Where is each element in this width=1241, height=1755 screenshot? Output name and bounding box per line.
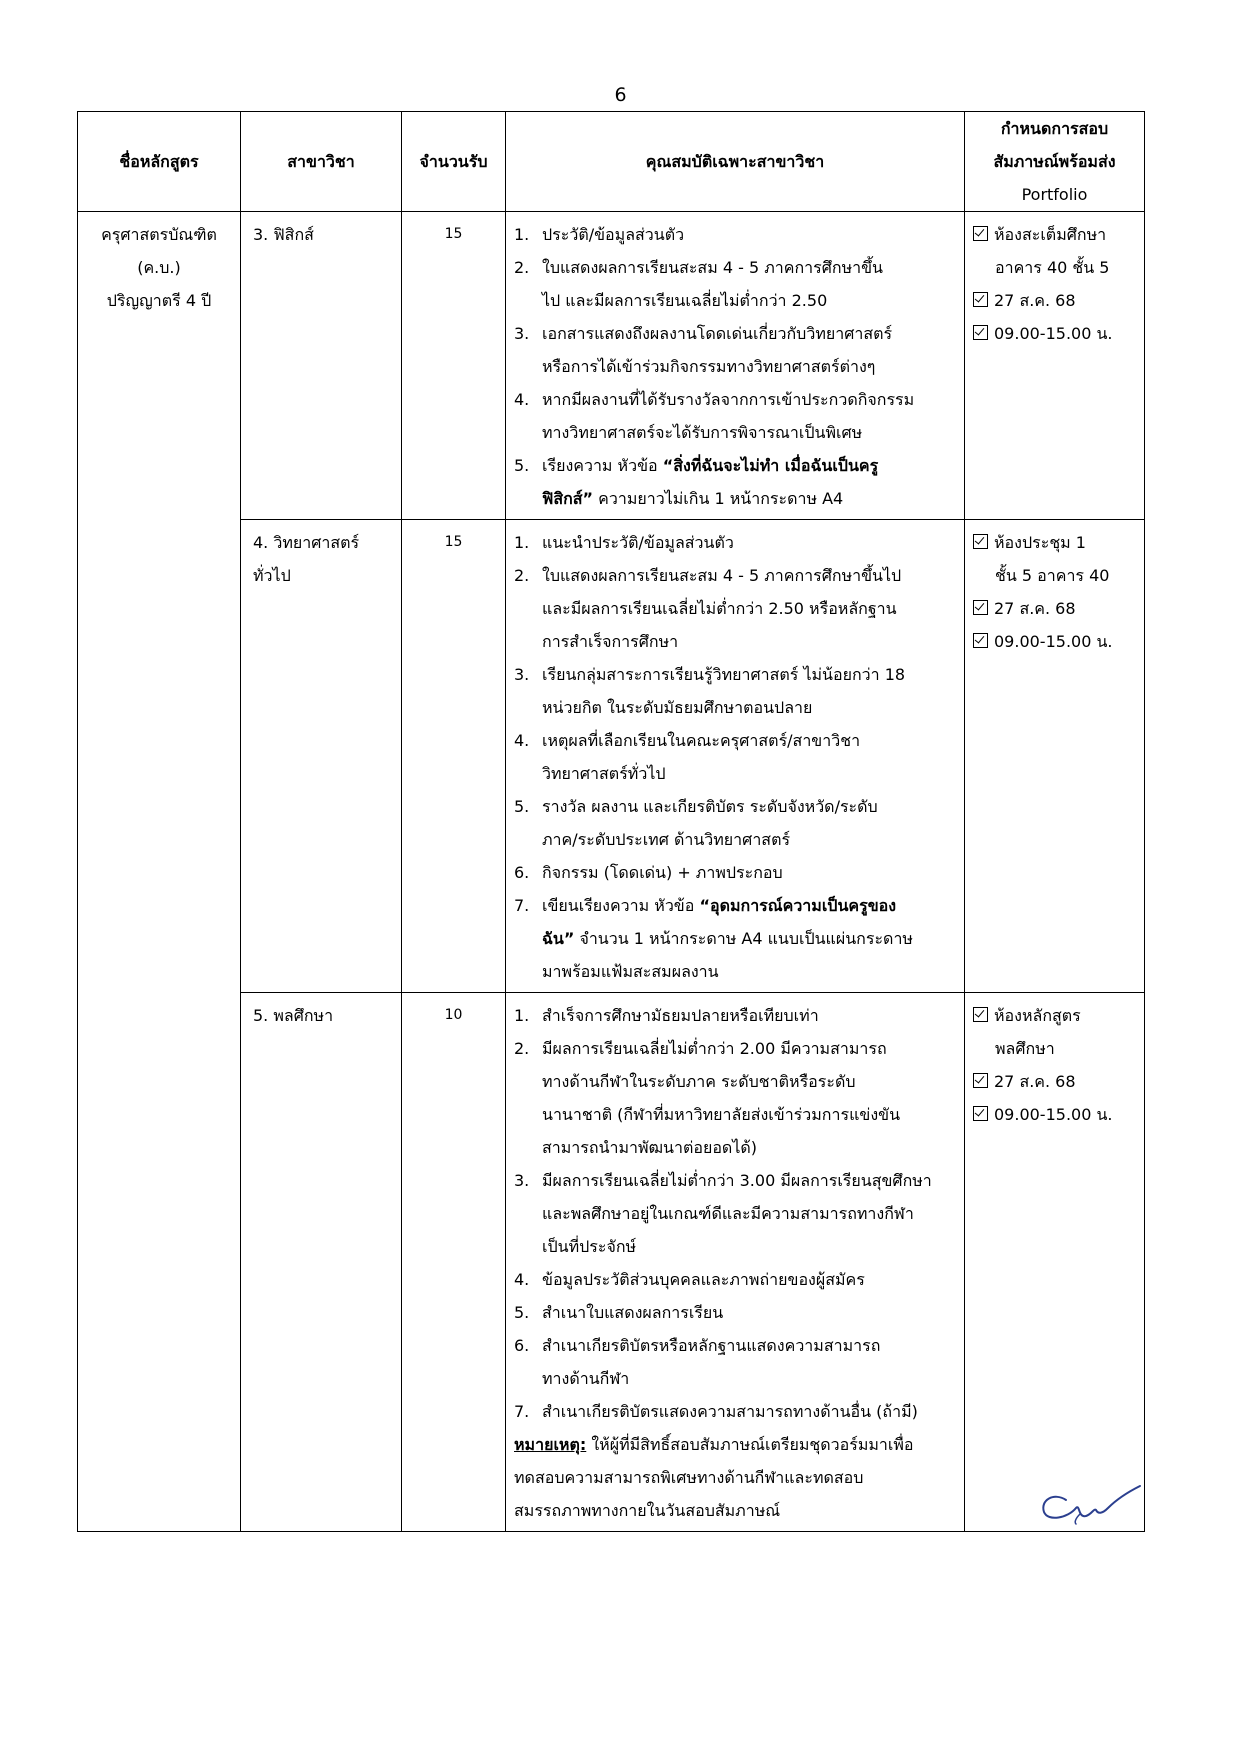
schedule-cell — [965, 993, 1145, 1532]
branch-name: 3. ฟิสิกส์ — [253, 225, 314, 244]
qualification-item: 3. เรียนกลุ่มสาระการเรียนรู้วิทยาศาสตร์ ไม่น้อยกว่า 18 หน่วยกิต ในระดับมัธยมศึกษาตอนปลาย — [514, 665, 906, 717]
qualification-item: 4. หากมีผลงานที่ได้รับรางวัลจากการเข้าประกวดกิจกรรม ทางวิทยาศาสตร์จะได้รับการพิจารณาเป็นพิเศษ — [514, 390, 915, 442]
qualifications-cell — [506, 212, 965, 520]
qualification-item: 5. รางวัล ผลงาน และเกียรติบัตร ระดับจังหวัด/ระดับ ภาค/ระดับประเทศ ด้านวิทยาศาสตร์ — [514, 797, 878, 849]
qualification-item: 5. สำเนาใบแสดงผลการเรียน — [514, 1303, 724, 1322]
admission-table — [77, 111, 1145, 1532]
table-row — [78, 212, 1145, 520]
schedule-room-location: พลศึกษา — [995, 1039, 1055, 1058]
schedule-date: 27 ส.ค. 68 — [973, 592, 1140, 625]
program-name-cell — [78, 212, 241, 1532]
schedule-time: 09.00-15.00 น. — [973, 317, 1140, 350]
schedule-room: ห้องสะเต็มศึกษา — [973, 218, 1140, 251]
checkbox-checked-icon — [973, 600, 988, 615]
essay-topic: “อุดมการณ์ความเป็นครูของ — [699, 896, 897, 915]
essay-topic-cont: ฟิสิกส์” — [542, 489, 594, 508]
qualifications-cell — [506, 520, 965, 993]
header-program: ชื่อหลักสูตร — [78, 112, 241, 212]
checkbox-checked-icon — [973, 325, 988, 340]
essay-topic-cont: ฉัน” — [542, 929, 575, 948]
checkbox-checked-icon — [973, 226, 988, 241]
program-abbr: (ค.บ.) — [137, 258, 181, 277]
header-schedule-line: กำหนดการสอบ — [1000, 119, 1109, 138]
checkbox-checked-icon — [973, 633, 988, 648]
qualification-item: 2. ใบแสดงผลการเรียนสะสม 4 - 5 ภาคการศึกษาขึ้น ไป และมีผลการเรียนเฉลี่ยไม่ต่ำกว่า 2.50 — [514, 258, 883, 310]
branch-cell — [241, 212, 402, 520]
branch-name: 5. พลศึกษา — [253, 1006, 334, 1025]
schedule-room-location: อาคาร 40 ชั้น 5 — [995, 258, 1110, 277]
admission-count: 15 — [444, 226, 463, 242]
branch-name-cont: ทั่วไป — [253, 566, 291, 585]
qualifications-cell — [506, 993, 965, 1532]
qualification-item: 3. มีผลการเรียนเฉลี่ยไม่ต่ำกว่า 3.00 มีผลการเรียนสุขศึกษา และพลศึกษาอยู่ในเกณฑ์ดีและมีความสามารถทางกีฬา เป็นที่ประจักษ์ — [514, 1171, 932, 1256]
schedule-cell — [965, 212, 1145, 520]
branch-cell — [241, 993, 402, 1532]
checkbox-checked-icon — [973, 292, 988, 307]
schedule-time: 09.00-15.00 น. — [973, 1098, 1140, 1131]
schedule-cell — [965, 520, 1145, 993]
qualification-item: 2. มีผลการเรียนเฉลี่ยไม่ต่ำกว่า 2.00 มีความสามารถ ทางด้านกีฬาในระดับภาค ระดับชาติหรือระดับ นานาชาติ (กีฬาที่มหาวิทยาลัยส่งเข้าร่วมการแข่งขัน สามารถนำมาพัฒนาต่อยอดได้) — [514, 1039, 901, 1157]
admission-count: 15 — [444, 534, 463, 550]
branch-name: 4. วิทยาศาสตร์ — [253, 533, 360, 552]
qualification-item: 2. ใบแสดงผลการเรียนสะสม 4 - 5 ภาคการศึกษาขึ้นไป และมีผลการเรียนเฉลี่ยไม่ต่ำกว่า 2.50 หรือหลักฐาน การสำเร็จการศึกษา — [514, 566, 902, 651]
count-cell — [402, 993, 506, 1532]
checkbox-checked-icon — [973, 1073, 988, 1088]
qualification-item: 3. เอกสารแสดงถึงผลงานโดดเด่นเกี่ยวกับวิทยาศาสตร์ หรือการได้เข้าร่วมกิจกรรมทางวิทยาศาสตร์ต่างๆ — [514, 324, 893, 376]
qualification-item: 6. สำเนาเกียรติบัตรหรือหลักฐานแสดงความสามารถ ทางด้านกีฬา — [514, 1336, 881, 1388]
count-cell — [402, 212, 506, 520]
qualification-item: 6. กิจกรรม (โดดเด่น) + ภาพประกอบ — [514, 863, 783, 882]
qualification-item: 1. สำเร็จการศึกษามัธยมปลายหรือเทียบเท่า — [514, 1006, 819, 1025]
header-schedule-line: สัมภาษณ์พร้อมส่ง — [993, 152, 1116, 171]
header-branch: สาขาวิชา — [241, 112, 402, 212]
header-schedule-line: Portfolio — [1021, 185, 1088, 204]
handwritten-signature-icon — [1036, 1478, 1146, 1528]
count-cell — [402, 520, 506, 993]
schedule-room-location: ชั้น 5 อาคาร 40 — [995, 566, 1110, 585]
table-header-row — [78, 112, 1145, 212]
checkbox-checked-icon — [973, 1106, 988, 1121]
schedule-date: 27 ส.ค. 68 — [973, 284, 1140, 317]
schedule-date: 27 ส.ค. 68 — [973, 1065, 1140, 1098]
note: หมายเหตุ: ให้ผู้ที่มีสิทธิ์สอบสัมภาษณ์เตรียมชุดวอร์มมาเพื่อ ทดสอบความสามารถพิเศษทางด้านกีฬาและทดสอบ สมรรถภาพทางกายในวันสอบสัมภาษณ์ — [514, 1435, 914, 1520]
header-count: จำนวนรับ — [402, 112, 506, 212]
schedule-room: ห้องหลักสูตร — [973, 999, 1140, 1032]
note-label: หมายเหตุ: — [514, 1435, 587, 1454]
program-name: ครุศาสตรบัณฑิต — [101, 225, 217, 244]
checkbox-checked-icon — [973, 1007, 988, 1022]
checkbox-checked-icon — [973, 534, 988, 549]
branch-cell — [241, 520, 402, 993]
schedule-room: ห้องประชุม 1 — [973, 526, 1140, 559]
essay-requirement: 7. เขียนเรียงความ หัวข้อ “อุดมการณ์ความเป็นครูของ ฉัน” จำนวน 1 หน้ากระดาษ A4 แนบเป็นแผ่นกระดาษ มาพร้อมแฟ้มสะสมผลงาน — [514, 896, 913, 981]
header-schedule — [965, 112, 1145, 212]
qualification-item: 1. แนะนำประวัติ/ข้อมูลส่วนตัว — [514, 533, 734, 552]
page-number: 6 — [614, 84, 627, 106]
header-qualifications: คุณสมบัติเฉพาะสาขาวิชา — [506, 112, 965, 212]
qualification-item: 4. ข้อมูลประวัติส่วนบุคคลและภาพถ่ายของผู้สมัคร — [514, 1270, 865, 1289]
admission-count: 10 — [444, 1007, 463, 1023]
qualification-item: 4. เหตุผลที่เลือกเรียนในคณะครุศาสตร์/สาขาวิชา วิทยาศาสตร์ทั่วไป — [514, 731, 861, 783]
qualification-item: 1. ประวัติ/ข้อมูลส่วนตัว — [514, 225, 685, 244]
essay-topic: “สิ่งที่ฉันจะไม่ทำ เมื่อฉันเป็นครู — [662, 456, 879, 475]
essay-requirement: 5. เรียงความ หัวข้อ “สิ่งที่ฉันจะไม่ทำ เมื่อฉันเป็นครู ฟิสิกส์” ความยาวไม่เกิน 1 หน้ากระดาษ A4 — [514, 456, 879, 508]
schedule-time: 09.00-15.00 น. — [973, 625, 1140, 658]
program-degree: ปริญญาตรี 4 ปี — [106, 291, 212, 310]
qualification-item: 7. สำเนาเกียรติบัตรแสดงความสามารถทางด้านอื่น (ถ้ามี) — [514, 1402, 918, 1421]
